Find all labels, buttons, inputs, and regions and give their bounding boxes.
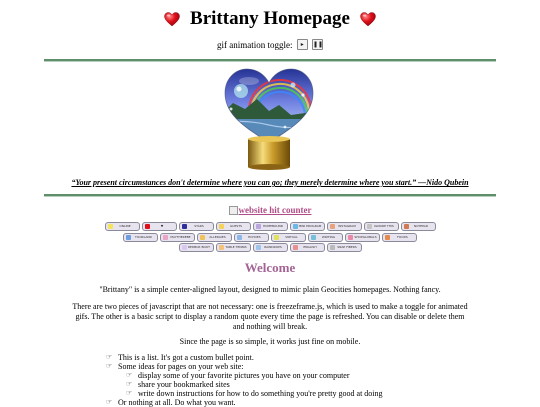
- button-color-swatch: [219, 245, 224, 250]
- button-88x31[interactable]: [123, 233, 158, 242]
- header: [0, 8, 540, 30]
- button-label: NOTEPAD: [413, 224, 429, 228]
- pointing-hand-icon: ☞: [126, 389, 133, 397]
- button-label: VIRTUAL: [285, 234, 298, 239]
- button-88x31[interactable]: [179, 222, 214, 231]
- button-88x31[interactable]: [234, 233, 269, 242]
- button-88x31[interactable]: [290, 243, 325, 252]
- button-88x31[interactable]: [179, 243, 214, 252]
- button-label: TABLE TENNIS: [225, 245, 247, 249]
- heart-snowglobe-image: [219, 65, 319, 170]
- list-item: [106, 353, 466, 362]
- button-label: MINI PROGRAM: [298, 224, 322, 228]
- heart-icon: [164, 12, 180, 27]
- welcome-heading: Welcome: [244, 260, 296, 275]
- button-88x31[interactable]: [253, 222, 288, 231]
- button-color-swatch: [219, 224, 224, 229]
- button-color-swatch: [108, 224, 113, 229]
- button-label: MAYTHEREBE: [170, 234, 191, 239]
- button-88x31[interactable]: [160, 233, 195, 242]
- play-icon: ▸: [300, 41, 304, 49]
- button-label: TOORLAND: [135, 234, 152, 239]
- button-color-swatch: [367, 224, 372, 229]
- button-88x31[interactable]: [327, 243, 362, 252]
- heart-icon: [360, 12, 376, 27]
- button-color-swatch: [293, 245, 298, 250]
- button-label: SNAP FIBERS: [337, 245, 357, 249]
- paragraph: "Brittany" is a simple center-aligned layout, designed to mimic plain Geocities homepages. Nothing fancy.: [99, 285, 441, 294]
- pause-button[interactable]: [312, 39, 323, 50]
- button-color-swatch: [330, 245, 335, 250]
- button-88x31[interactable]: [345, 233, 380, 242]
- divider: [44, 194, 496, 197]
- list-item: [106, 362, 466, 371]
- button-88x31[interactable]: [142, 222, 177, 231]
- button-color-swatch: [274, 235, 279, 240]
- button-label: GUESTS: [229, 224, 243, 228]
- hit-counter-alt-text: website hit counter: [238, 205, 312, 215]
- button-color-swatch: [182, 245, 187, 250]
- button-88x31[interactable]: [308, 233, 343, 242]
- button-88x31[interactable]: [382, 233, 417, 242]
- divider: [44, 59, 496, 62]
- pointing-hand-icon: ☞: [106, 353, 113, 361]
- sub-list-item: [106, 371, 466, 380]
- button-88x31[interactable]: [216, 222, 251, 231]
- button-88x31[interactable]: [216, 243, 251, 252]
- button-color-swatch: [256, 224, 261, 229]
- list-item-text: Some ideas for pages on your web site:: [118, 362, 244, 371]
- paragraph: Since the page is so simple, it works just fine on mobile.: [179, 337, 361, 346]
- animation-toggle-label: gif animation toggle:: [217, 39, 293, 50]
- button-label: ONLINE: [119, 224, 131, 228]
- button-label: STARS: [194, 224, 204, 228]
- button-color-swatch: [237, 235, 242, 240]
- button-label: IGNORE THIS: [374, 224, 394, 228]
- button-row: [103, 243, 437, 252]
- list-item-text: share your bookmarked sites: [138, 380, 230, 389]
- button-color-swatch: [311, 235, 316, 240]
- list-item-text: This is a list. It's got a custom bullet point.: [118, 353, 254, 362]
- hero-image: [219, 65, 319, 170]
- button-label: WRITING: [321, 234, 336, 239]
- button-color-swatch: [348, 235, 353, 240]
- button-label: ENGLISH: [303, 245, 317, 249]
- play-button[interactable]: [297, 39, 308, 50]
- list-item-text: display some of your favorite pictures you have on your computer: [138, 371, 350, 380]
- button-color-swatch: [200, 235, 205, 240]
- button-label: REDBOX BOOT: [187, 245, 211, 249]
- button-label: ♥: [160, 224, 164, 228]
- hit-counter-link[interactable]: [0, 205, 540, 215]
- button-row: [103, 222, 437, 231]
- pause-icon: ❚❚: [313, 41, 324, 49]
- button-88x31[interactable]: [253, 243, 288, 252]
- button-color-swatch: [293, 224, 298, 229]
- button-88x31[interactable]: [364, 222, 399, 231]
- button-88x31[interactable]: [105, 222, 140, 231]
- button-88x31[interactable]: [401, 222, 436, 231]
- button-88x31[interactable]: [327, 222, 362, 231]
- button-label: ALLERGIES: [209, 234, 226, 239]
- button-88x31[interactable]: [290, 222, 325, 231]
- button-color-swatch: [404, 224, 409, 229]
- button-color-swatch: [182, 224, 187, 229]
- button-label: FOODS: [397, 234, 408, 239]
- button-color-swatch: [145, 224, 150, 229]
- button-color-swatch: [163, 235, 168, 240]
- list-item-text: write down instructions for how to do something you're pretty good at doing: [138, 389, 383, 398]
- button-label: INSTAGRAM: [338, 224, 356, 228]
- sub-list-item: [106, 380, 466, 389]
- random-quote: “Your present circumstances don't determine where you can go; they merely determine where you start.” —Nido Qubein: [71, 178, 469, 187]
- button-color-swatch: [126, 235, 131, 240]
- button-color-swatch: [256, 245, 261, 250]
- pointing-hand-icon: ☞: [126, 380, 133, 388]
- broken-image-icon: [229, 206, 238, 215]
- animation-toggle: [0, 39, 540, 50]
- paragraph: There are two pieces of javascript that are not necessary: one is freezeframe.js, which is used to make a toggle for animated gifs. The other is a basic script to display a random quote every time the page is refreshed. You can disable or delete them and nothing will break.: [72, 302, 468, 331]
- bullet-list: [106, 353, 466, 407]
- button-88x31[interactable]: [197, 233, 232, 242]
- pointing-hand-icon: ☞: [106, 362, 113, 370]
- sub-list-item: [106, 389, 466, 398]
- pointing-hand-icon: ☞: [106, 398, 113, 406]
- pointing-hand-icon: ☞: [126, 371, 133, 379]
- button-label: RAINDROPS: [264, 245, 282, 249]
- button-88x31[interactable]: [271, 233, 306, 242]
- button-label: SHOPGLOBALS: [354, 234, 377, 239]
- button-label: HOMEBOUND: [262, 224, 284, 228]
- button-color-swatch: [330, 224, 335, 229]
- list-item-text: Or nothing at all. Do what you want.: [118, 398, 236, 407]
- button-label: ECHOES: [248, 234, 261, 239]
- button-color-swatch: [385, 235, 390, 240]
- button-row: [103, 233, 437, 242]
- page-title: Brittany Homepage: [190, 8, 350, 29]
- list-item: [106, 398, 466, 407]
- button-wall: [103, 222, 437, 254]
